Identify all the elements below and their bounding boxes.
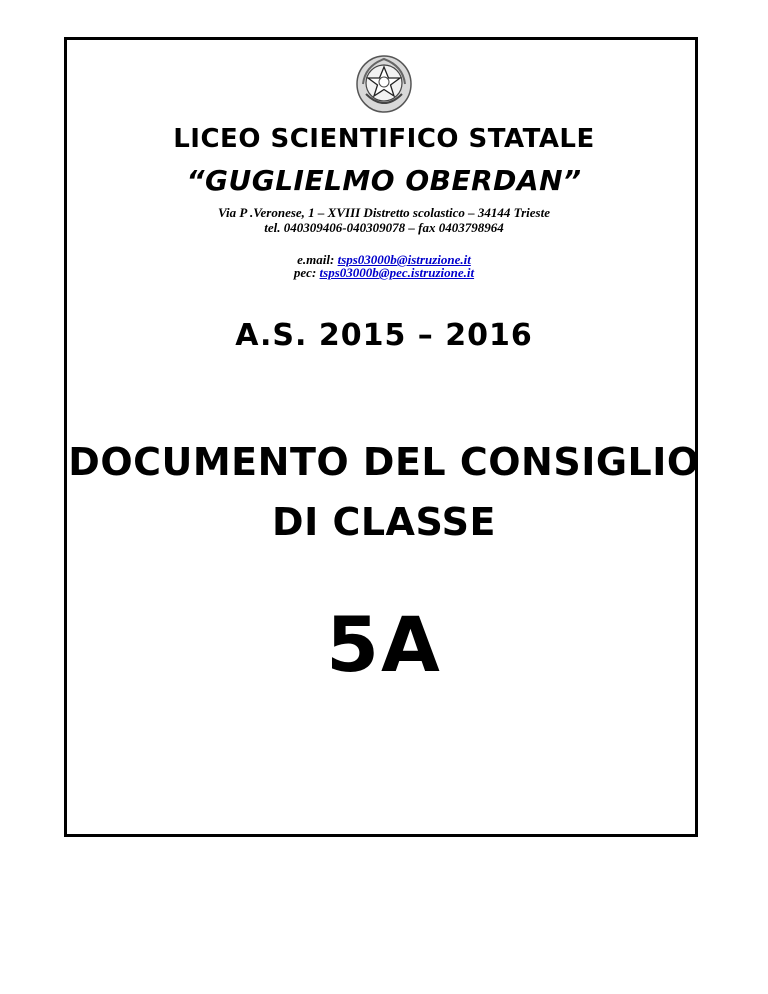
email-link[interactable]: tsps03000b@istruzione.it	[337, 252, 471, 267]
pec-line	[64, 265, 704, 281]
italian-republic-emblem-icon	[355, 54, 413, 114]
phone-line: tel. 040309406-040309078 – fax 0403798964	[264, 220, 504, 235]
address-line: Via P .Veronese, 1 – XVIII Distretto scolastico – 34144 Trieste	[218, 205, 550, 220]
page-frame	[64, 37, 698, 837]
document-title-line2: DI CLASSE	[272, 500, 496, 544]
school-name-heading: “GUGLIELMO OBERDAN”	[186, 164, 582, 197]
school-type-heading: LICEO SCIENTIFICO STATALE	[173, 124, 595, 154]
email-label: e.mail:	[297, 252, 335, 267]
school-year: A.S. 2015 – 2016	[235, 318, 533, 353]
document-title-line1: DOCUMENTO DEL CONSIGLIO	[68, 440, 700, 484]
pec-link[interactable]: tsps03000b@pec.istruzione.it	[319, 265, 475, 280]
class-name: 5A	[326, 600, 442, 689]
pec-label: pec:	[293, 265, 317, 280]
